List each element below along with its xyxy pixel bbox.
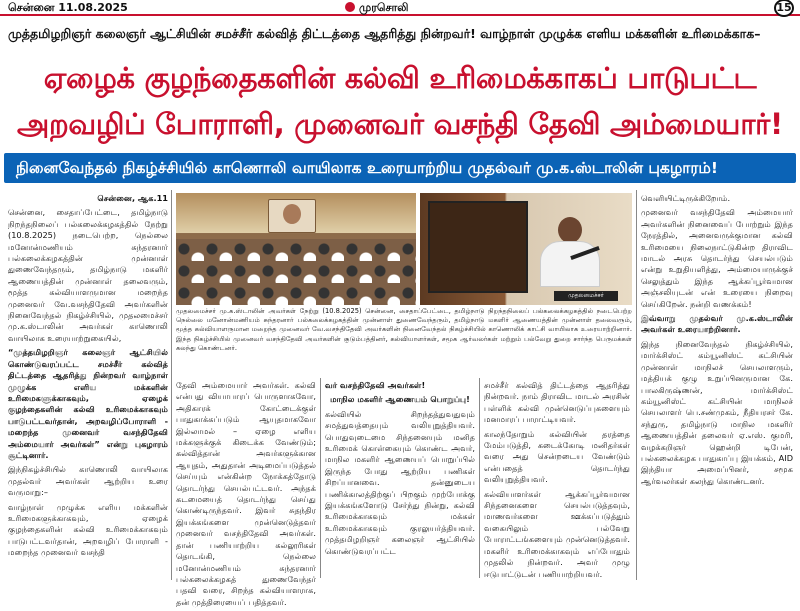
article-column-4 (484, 380, 630, 583)
paragraph: காலந்தோறும் கல்வியின் தரத்தை மேம்படுத்தி, கடைக்கோடி மனிதர்கள் வரை அது சென்றடைய வேண்டும் என்பதைத் தொடர்ந்து வலியுறுத்தியவர். (484, 428, 630, 485)
column-divider (479, 378, 480, 578)
paragraph: கல்வியில் சிறந்தத்துவதுவும் சமத்துவத்தையும் வலியுறுத்தியவர். பொதுவுடைமை சிந்தனையும் மனித உரிமைக் கொள்கையும் கொண்ட அவர், மாநில மகளிர் ஆணையப் பொறுப்பில் இருந்த போது ஆற்றிய பணிகள் சிறப்பானவை. தன்னுடைய பணிக்காலத்திற்குப் பிறகும் முற்போக்கு இயக்கங்களோடு சேர்ந்து நின்று, கல்வி உரிமைக்காகவும் மக்கள் உரிமைக்காகவும் குரலுயர்த்தியவர். முத்தமிழறிஞர் கலைஞர் ஆட்சியில் கொண்டுவரப்பட்ட (325, 408, 475, 556)
newspaper-brand (345, 1, 409, 16)
dateline: சென்னை, ஆக.11 (97, 193, 168, 203)
issue-date: சென்னை 11.08.2025 (8, 1, 128, 14)
article-column-2 (176, 380, 316, 611)
paragraph: தேவி அம்மையார் அவர்கள். கல்வி என்பது வியாபாரப் பொருளாகவோ, அதிகாரக் கோட்டைக்குள் பாதுகாக்கப்படும் ஆயுதமாகவோ இல்லாமல் – ஏழை எளிய மக்களுக்குக் கிடைக்க வேண்டும்; கல்வித்தான் அவர்களுக்கான ஆயுதம், அதுதான் அடிமைப்படுத்தல் செய்யும் என்கின்ற நோக்கத்தோடு தொடர்ந்து செயல்பட்டவர். அந்தக் கடமையைத் தொடர்ந்து செய்து கொண்டிருந்தவர். இவர் சுதந்திர இயக்கங்களை முன்னெடுத்தவர் முனைவர் வசந்திதேவி அவர்கள். தான் பணியாற்றிய கல்லூரிகள் தொடங்கி, நெல்லை மனோன்மணியம் சுந்தரனார் பல்கலைக்கழகத் துணைவேந்தர் பதவி வரை, சிறந்த கல்வியாளராக, தன் முத்திரையைப் பதித்தவர். (176, 380, 316, 607)
chief-minister-photo (420, 193, 632, 305)
page-number: 15 (774, 0, 794, 17)
audience (176, 239, 416, 305)
paragraph: இவ்வாறு முதல்வர் மு.க.ஸ்டாலின் அவர்கள் உரையாற்றினார். (641, 313, 793, 335)
paragraph: கல்வியாளர்கள் ஆக்கப்பூர்வமான சிந்தனைகளை செயல்படுத்தவும், மாணவர்களை ஊக்கப்படுத்தும் வகையிலும் பல்வேறு போராட்டங்களையும் முன்னெடுத்தவர். மகளிர் உரிமைக்காகவும் எப்போதும் முதலில் நின்றவர். அவர் முழு ஈடுபாட்டுடன் பணியாற்றியவர். (484, 488, 630, 579)
paragraph: வெளியிட்டிருக்கிறோம். (641, 193, 731, 203)
headline-line-1: ஏழைக் குழந்தைகளின் கல்வி உரிமைக்காகப் பாடுபட்ட (43, 61, 757, 95)
column-divider (171, 190, 172, 580)
portrait-frame (428, 201, 528, 293)
paragraph: இந்த நினைவேந்தல் நிகழ்ச்சியில், மார்க்சிஸ்ட் கம்யூனிஸ்ட் கட்சியின் முன்னாள் மாநிலச் செயலாளரும், மத்தியக் குழு உறுப்பினருமான கே. பாலகிருஷ்ணன், மார்க்சிஸ்ட் கம்யூனிஸ்ட் கட்சியின் மாநிலச் செயலாளர் பெ.சண்முகம், நீதியரசர் கே. சந்துரு, தமிழ்நாடு மாநில மகளிர் ஆணையத்தின் தலைவர் ஏ.எஸ். குமரி, வழக்கறிஞர் ஹென்றி டிபேன், பல்கலைக்கழக பாதுகாப்பு இயக்கம், AID இந்தியா அமைப்பினர், சமூக ஆர்வலர்கள் கலந்து கொண்டனர். (641, 338, 793, 486)
article-column-1 (8, 193, 168, 562)
article-column-3 (325, 380, 475, 560)
column-divider (636, 190, 637, 580)
paragraph: வர் வசந்திதேவி அவர்கள்! (325, 380, 426, 390)
portrait-face (283, 204, 301, 224)
paragraph: வாழ்நாள் முழுக்க எளிய மக்களின் உரிமைகளுக்காகவும், ஏழைக் குழந்தைகளின் கல்வி உரிமைக்காகவும் பாடுபட்டவர்தான், அறவழிப் போராளி - மறைந்த முனைவர் வசந்தி (8, 501, 168, 558)
headline-line-2: அறவழிப் போராளி, முனைவர் வசந்தி தேவி அம்மையார்! (17, 107, 783, 141)
speaker-namecard: முதலமைச்சர் (554, 291, 618, 301)
subheadline: நினைவேந்தல் நிகழ்ச்சியில் காணொலி வாயிலாக உரையாற்றிய முதல்வர் மு.க.ஸ்டாலின் புகழாரம்! (4, 153, 796, 183)
quote-paragraph: “முத்தமிழறிஞர் கலைஞர் ஆட்சியில் கொண்டுவரப்பட்ட சமச்சீர் கல்வித் திட்டத்தை ஆதரித்து நின்றவர் வாழ்நாள் முழுக்க எளிய மக்களின் உரிமைகளுக்காகவும், ஏழைக் குழந்தைகளின் கல்வி உரிமைக்காகவும் பாடுபட்டவர்தான், அறவழிப்போராளி - மறைந்த முனைவர் வசந்திதேவி அம்மையார் அவர்கள்” என்று புகழாரம் சூட்டினார். (8, 347, 168, 460)
brand-logo-icon (345, 2, 355, 12)
paragraph: சென்னை, சைதாப்பேட்டை, தமிழ்நாடு நிறந்தநிலைப் பல்கலைக்கழகத்தில் நேற்று (10.8.2025) நடைபெற்ற, நெல்லை மனோன்மணியம் சுந்தரனார் பல்கலைக்கழகத்தின் முன்னாள் துணைவேந்தரும், தமிழ்நாடு மகளிர் ஆணையத்தின் முன்னாள் தலைவரும், மூத்த கல்வியாளருமான மறைந்த முனைவர் வே.வசந்திதேவி அவர்களின் நினைவேந்தல் நிகழ்ச்சியில், முதலமைச்சர் மு.க.ஸ்டாலின் அவர்கள் காணொலி வாயிலாக உரையாற்றுகையில், (8, 207, 168, 343)
column-divider (320, 378, 321, 578)
kicker-line: முத்தமிழறிஞர் கலைஞர் ஆட்சியின் சமச்சீர் கல்வித் திட்டத்தை ஆதரித்து நின்றவர்! வாழ்நாள் முழுக்க எளிய மக்களின் உரிமைக்காக– (8, 26, 761, 41)
section-heading: மாநில மகளிர் ஆணையம் பொறுப்பு! (330, 394, 470, 405)
brand-name: முரசொலி (359, 1, 409, 14)
paragraph: சமச்சீர் கல்வித் திட்டத்தை ஆதரித்து நின்றவர். நாம் திராவிட மாடல் அரசின் பள்ளிக் கல்வி முன்னெடுப்புகளையும் மனமாரப் பாராட்டியவர். (484, 380, 630, 425)
event-photo (176, 193, 416, 305)
speaker-head (558, 217, 582, 243)
memorial-portrait (268, 199, 316, 233)
paragraph: இந்நிகழ்ச்சியில் காணொலி வாயிலாக முதல்வர் அவர்கள் ஆற்றிய உரை வருமாறு:– (8, 464, 168, 498)
paragraph: முனைவர் வசந்திதேவி அம்மையார் அவர்களின் நினைவைப் போற்றும் இந்த நேரத்தில், அனைவருக்குமான கல்வி உரிமையை நிலைநாட்டுகின்ற திராவிட மாடல் அரசு தொடர்ந்து செயல்படும் என்று உறுதியளித்து, அம்மையாருக்குச் செலுத்தும் இந்த ஆக்கப்பூர்வமான அஞ்சலியுடன் என் உரையை நிறைவு செய்கிறேன். நன்றி வணக்கம்! (641, 207, 793, 309)
photo-caption: முதலமைச்சர் மு.க.ஸ்டாலின் அவர்கள் நேற்று (10.8.2025) சென்னை, சைதாப்பேட்டை, தமிழ்நாடு நிறந்தநிலைப் பல்கலைக்கழகத்தில் நடைபெற்ற நெல்லை மனோன்மணியம் சுந்தரனார் பல்கலைக்கழகத்தின் முன்னாள் துணைவேந்தரும், தமிழ்நாடு மகளிர் ஆணையத்தின் முன்னாள் தலைவரும், மூத்த கல்வியாளருமான மறைந்த முனைவர் வே.வசந்திதேவி அவர்களின் நினைவேந்தல் நிகழ்ச்சியில் காணொலிக் காட்சி வாயிலாக உரையாற்றினார். இந்த நிகழ்ச்சியில் முனைவர் வசந்திதேவி அவர்களின் குடும்பத்தினர், கல்வியாளர்கள், சமூக ஆர்வலர்கள் மற்றும் பல்வேறு துறை சார்ந்த பெருமக்கள் கலந்து கொண்டனர். (176, 307, 632, 352)
article-column-5 (641, 193, 793, 490)
masthead (0, 0, 800, 16)
